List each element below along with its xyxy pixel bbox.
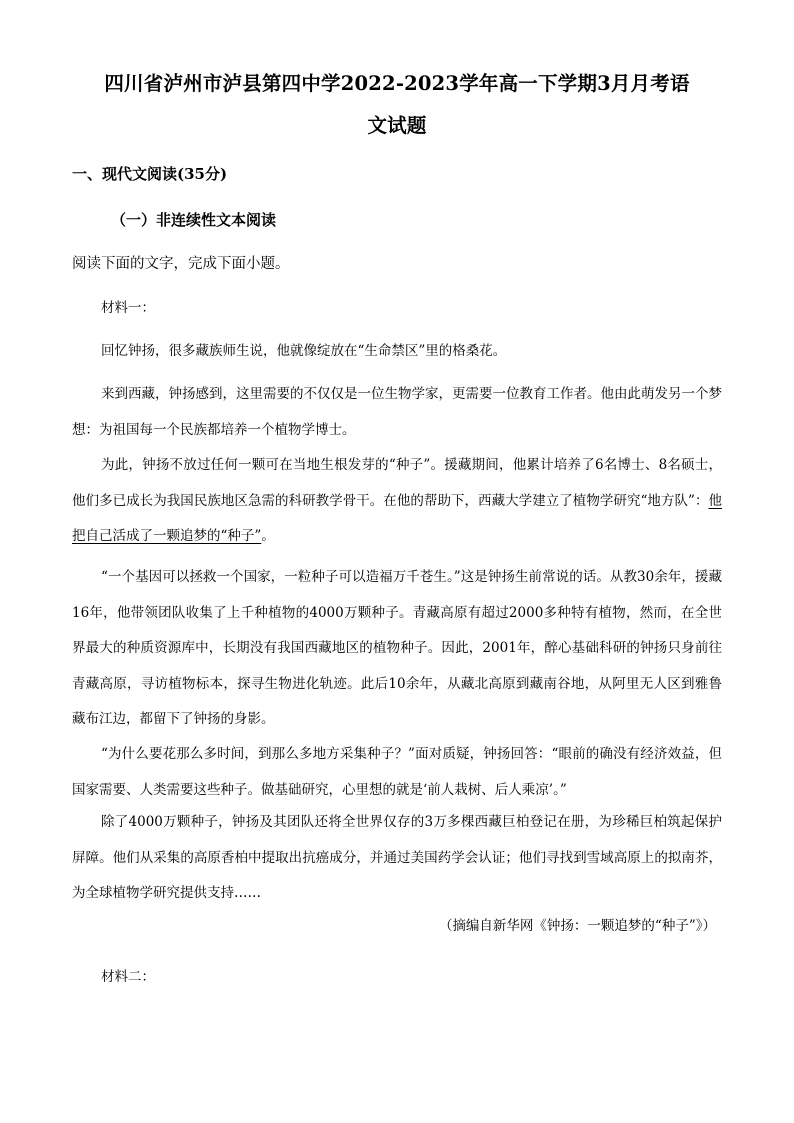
paragraph-3-text: 为此，钟扬不放过任何一颗可在当地生根发芽的“种子”。援藏期间，他累计培养了6名博士、8名硕士，他们多已成长为我国民族地区急需的科研教学骨干。在他的帮助下，西藏大学建立了植物学研究“地方队”： — [72, 457, 722, 509]
subsection-heading: （一）非连续性文本阅读 — [111, 211, 277, 229]
paragraph-1: 回忆钟扬，很多藏族师生说，他就像绽放在“生命禁区”里的格桑花。 — [101, 343, 507, 359]
page-title-line-2: 文试题 — [367, 114, 427, 137]
paragraph-5: “为什么要花那么多时间，到那么多地方采集种子？”面对质疑，钟扬回答：“眼前的确没有经济效益，但国家需要、人类需要这些种子。做基础研究，心里想的就是‘前人栽树、后人乘凉’。” — [72, 746, 722, 798]
source-citation: （摘编自新华网《钟扬：一颗追梦的“种子”》） — [438, 918, 716, 934]
paragraph-3 — [72, 448, 722, 555]
page-title-line-1: 四川省泸州市泸县第四中学2022-2023学年高一下学期3月月考语 — [104, 72, 690, 95]
section-heading: 一、现代文阅读(35分) — [72, 165, 228, 183]
material-two-label: 材料二： — [101, 969, 155, 985]
paragraph-2: 来到西藏，钟扬感到，这里需要的不仅仅是一位生物学家，更需要一位教育工作者。他由此萌发另一个梦想：为祖国每一个民族都培养一个植物学博士。 — [72, 386, 722, 438]
material-one-label: 材料一： — [101, 300, 155, 316]
paragraph-3-end: 。 — [261, 528, 275, 544]
reading-instruction: 阅读下面的文字，完成下面小题。 — [72, 256, 290, 272]
underlined-sentence: 他把自己活成了一颗追梦的“种子” — [72, 492, 722, 544]
paragraph-6: 除了4000万颗种子，钟扬及其团队还将全世界仅存的3万多棵西藏巨柏登记在册，为珍稀巨柏筑起保护屏障。他们从采集的高原香柏中提取出抗癌成分，并通过美国药学会认证；他们寻找到雪域高原上的拟南芥，为全球植物学研究提供支持…… — [72, 814, 722, 901]
paragraph-4: “一个基因可以拯救一个国家，一粒种子可以造福万千苍生。”这是钟扬生前常说的话。从教30余年，援藏16年，他带领团队收集了上千种植物的4000万颗种子。青藏高原有超过2000多种特有植物，然而，在全世界最大的种质资源库中，长期没有我国西藏地区的植物种子。因此，2001年，醉心基础科研的钟扬只身前往青藏高原，寻访植物标本，探寻生物进化轨迹。此后10余年，从藏北高原到藏南谷地，从阿里无人区到雅鲁藏布江边，都留下了钟扬的身影。 — [72, 569, 722, 727]
